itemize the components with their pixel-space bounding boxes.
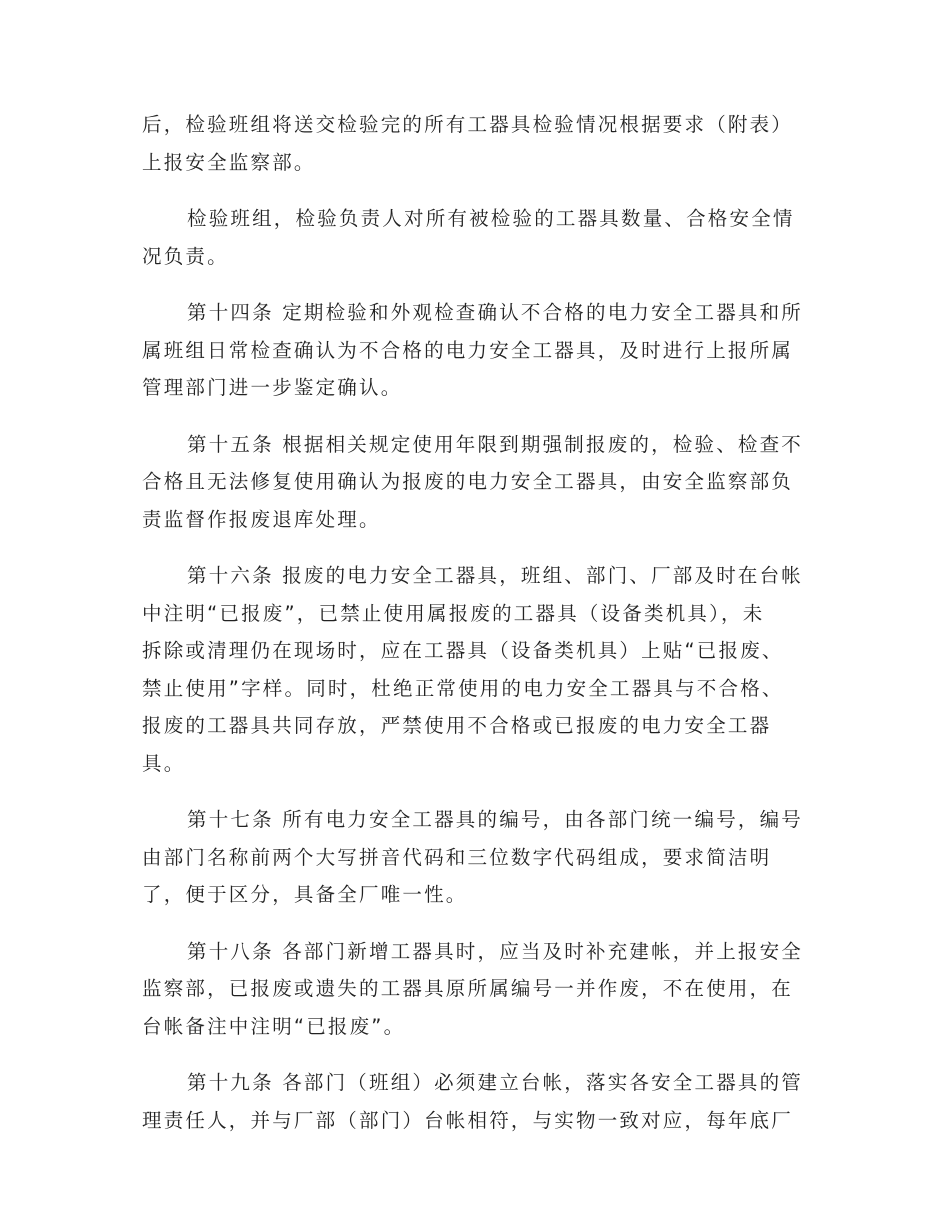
- text-line: 属班组日常检查确认为不合格的电力安全工器具，及时进行上报所属: [142, 338, 794, 362]
- text-line: 具。: [142, 751, 186, 775]
- article-19: [142, 1064, 808, 1139]
- text-line: 第十七条 所有电力安全工器具的编号，由各部门统一编号，编号: [187, 808, 803, 831]
- text-line: 第十六条 报废的电力安全工器具，班组、部门、厂部及时在台帐: [187, 564, 803, 587]
- article-16: [142, 557, 808, 782]
- article-17: [142, 801, 808, 914]
- text-line: 第十四条 定期检验和外观检查确认不合格的电力安全工器具和所: [187, 301, 803, 324]
- text-line: 了，便于区分，具备全厂唯一性。: [142, 883, 468, 906]
- text-line: 合格且无法修复使用确认为报废的电力安全工器具，由安全监察部负: [142, 470, 794, 493]
- text-line: 第十九条 各部门（班组）必须建立台帐，落实各安全工器具的管: [187, 1071, 803, 1094]
- text-line: 监察部，已报废或遗失的工器具原所属编号一并作废，不在使用，在: [142, 977, 794, 1000]
- text-line: 台帐备注中注明“已报废”。: [142, 1014, 406, 1038]
- text-line: 第十五条 根据相关规定使用年限到期强制报废的，检验、检查不: [187, 432, 803, 456]
- text-line: 责监督作报废退库处理。: [142, 507, 381, 531]
- text-line: 由部门名称前两个大写拼音代码和三位数字代码组成，要求简洁明: [142, 845, 772, 869]
- text-line: 理责任人，并与厂部（部门）台帐相符，与实物一致对应，每年底厂: [142, 1108, 794, 1132]
- text-line: 报废的工器具共同存放，严禁使用不合格或已报废的电力安全工器: [142, 714, 772, 737]
- text-line: 检验班组，检验负责人对所有被检验的工器具数量、合格安全情: [187, 207, 795, 230]
- text-line: 拆除或清理仍在现场时，应在工器具（设备类机具）上贴“已报废、: [142, 639, 784, 662]
- paragraph-inspection-responsibility: [142, 200, 808, 275]
- paragraph-continuation: [142, 106, 808, 181]
- text-line: 第十八条 各部门新增工器具时，应当及时补充建帐，并上报安全: [187, 939, 803, 963]
- text-line: 禁止使用”字样。同时，杜绝正常使用的电力安全工器具与不合格、: [142, 676, 784, 700]
- document-body: [142, 106, 808, 1158]
- article-14: [142, 294, 808, 407]
- text-line: 况负责。: [142, 244, 229, 268]
- text-line: 管理部门进一步鉴定确认。: [142, 376, 403, 399]
- article-15: [142, 426, 808, 539]
- text-line: 后，检验班组将送交检验完的所有工器具检验情况根据要求（附表）: [142, 113, 794, 136]
- text-line: 中注明“已报废”，已禁止使用属报废的工器具（设备类机具），未: [142, 601, 765, 625]
- article-18: [142, 933, 808, 1046]
- text-line: 上报安全监察部。: [142, 150, 316, 174]
